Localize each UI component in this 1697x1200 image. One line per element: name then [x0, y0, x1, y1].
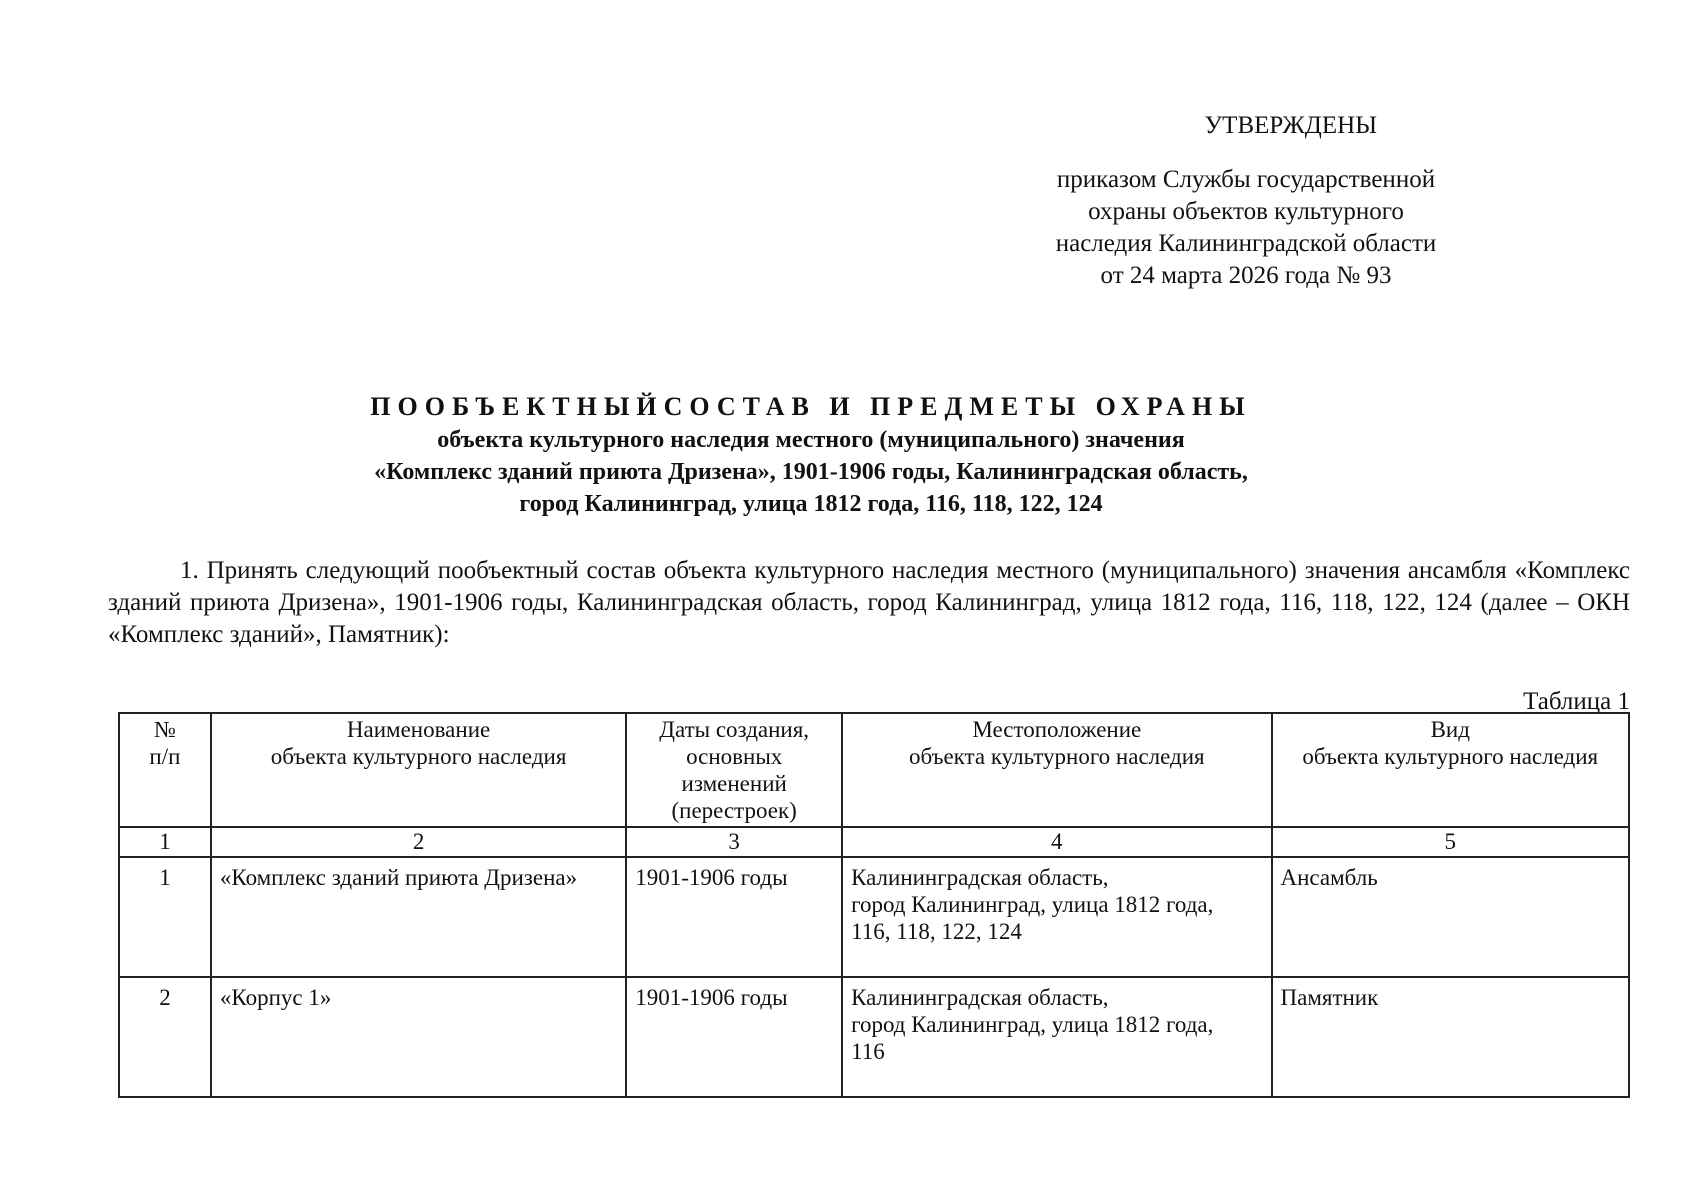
table-row	[119, 857, 1629, 977]
document-title	[100, 390, 1522, 520]
row-number: 1	[119, 857, 211, 977]
header-dates	[626, 713, 842, 827]
location-line: Калининградская область,	[851, 865, 1109, 890]
object-type: Памятник	[1272, 977, 1630, 1097]
header-text: основных	[686, 744, 783, 769]
object-dates: 1901-1906 годы	[626, 857, 842, 977]
header-text: объекта культурного наследия	[908, 744, 1205, 769]
order-line: охраны объектов культурного	[1088, 198, 1404, 225]
header-type	[1272, 713, 1630, 827]
title-line: «Комплекс зданий приюта Дризена», 1901-1906 годы, Калининградская область,	[374, 459, 1248, 485]
order-line: от 24 марта 2026 года № 93	[1100, 262, 1392, 289]
title-heading: ПООБЪЕКТНЫЙСОСТАВ И ПРЕДМЕТЫ ОХРАНЫ	[370, 392, 1252, 421]
object-name: «Корпус 1»	[211, 977, 626, 1097]
header-text: (перестроек)	[671, 798, 797, 823]
object-dates: 1901-1906 годы	[626, 977, 842, 1097]
header-text: п/п	[149, 744, 181, 769]
header-text: Местоположение	[972, 717, 1142, 742]
objects-table	[118, 712, 1630, 1098]
location-line: город Калининград, улица 1812 года,	[851, 892, 1214, 917]
body-paragraph: 1. Принять следующий пообъектный состав объекта культурного наследия местного (муниципального) значения ансамбля «Комплекс зданий приюта Дризена», 1901-1906 годы, Калининградская область, город Калининград, улица 1812 года, 116, 118, 122, 124 (далее – ОКН «Комплекс зданий», Памятник):	[108, 557, 1630, 648]
header-text: Вид	[1430, 717, 1470, 742]
header-text: Даты создания,	[659, 717, 810, 742]
header-text: объекта культурного наследия	[270, 744, 567, 769]
location-line: город Калининград, улица 1812 года,	[851, 1012, 1214, 1037]
table-caption: Таблица 1	[1523, 688, 1630, 715]
header-location	[842, 713, 1271, 827]
order-line: наследия Калининградской области	[1055, 230, 1437, 257]
location-line: 116	[851, 1039, 885, 1064]
object-location	[842, 977, 1271, 1097]
order-line: приказом Службы государственной	[1056, 166, 1436, 193]
location-line: 116, 118, 122, 124	[851, 919, 1022, 944]
header-number	[119, 713, 211, 827]
header-text: объекта культурного наследия	[1302, 744, 1599, 769]
header-text: изменений	[681, 771, 787, 796]
location-line: Калининградская область,	[851, 985, 1109, 1010]
column-number: 3	[626, 827, 842, 857]
column-number: 2	[211, 827, 626, 857]
header-text: №	[153, 717, 176, 742]
approval-order	[1017, 164, 1475, 292]
object-name: «Комплекс зданий приюта Дризена»	[211, 857, 626, 977]
header-text: Наименование	[346, 717, 491, 742]
row-number: 2	[119, 977, 211, 1097]
object-location	[842, 857, 1271, 977]
column-number: 4	[842, 827, 1271, 857]
column-number: 1	[119, 827, 211, 857]
table-header-row	[119, 713, 1629, 827]
title-line: объекта культурного наследия местного (муниципального) значения	[437, 427, 1185, 453]
column-number: 5	[1272, 827, 1630, 857]
title-line: город Калининград, улица 1812 года, 116, 118, 122, 124	[519, 491, 1103, 517]
header-name	[211, 713, 626, 827]
table-row	[119, 977, 1629, 1097]
approval-stamp-text: УТВЕРЖДЕНЫ	[1204, 112, 1377, 139]
column-number-row	[119, 827, 1629, 857]
object-type: Ансамбль	[1272, 857, 1630, 977]
